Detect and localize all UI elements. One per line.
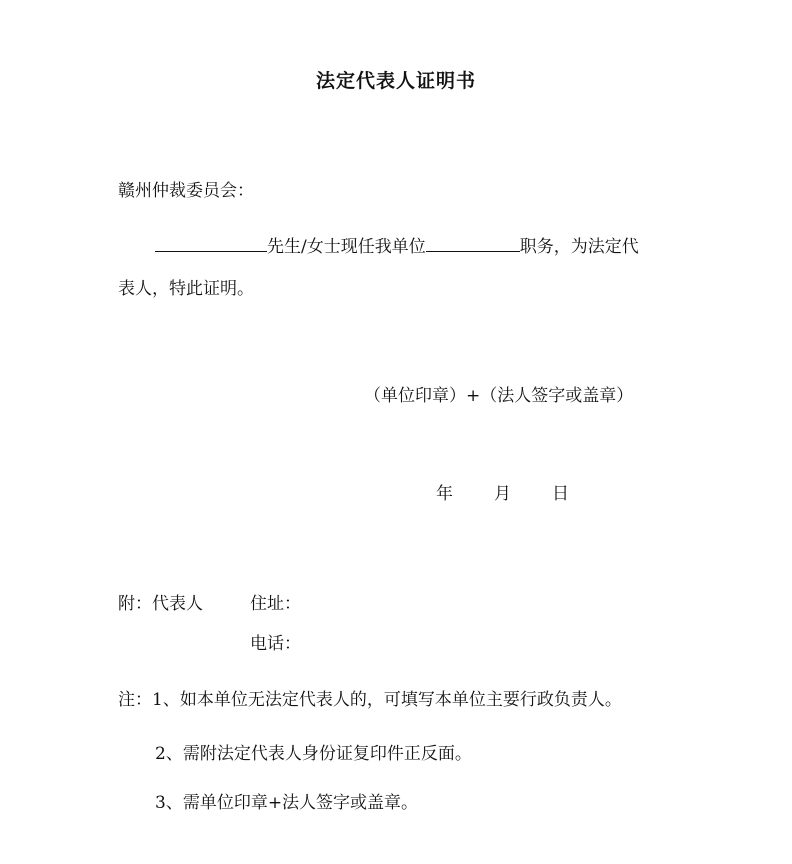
name-blank[interactable] <box>155 235 267 252</box>
address-label: 住址： <box>250 594 301 614</box>
body-line-1 <box>155 235 639 258</box>
body-part-2: 职务，为法定代 <box>519 237 639 257</box>
seal-line: （单位印章）+（法人签字或盖章） <box>364 386 634 406</box>
date-line <box>436 483 569 505</box>
document-title: 法定代表人证明书 <box>315 70 476 92</box>
note-3: 3、需单位印章+法人签字或盖章。 <box>155 793 419 813</box>
addressee: 赣州仲裁委员会： <box>118 181 254 201</box>
note-1: 注：1、如本单位无法定代表人的，可填写本单位主要行政负责人。 <box>118 690 622 710</box>
date-year: 年 <box>436 484 453 504</box>
note-2: 2、需附法定代表人身份证复印件正反面。 <box>155 744 472 764</box>
date-month: 月 <box>494 484 511 504</box>
attachment-label: 附：代表人 <box>118 594 203 614</box>
body-line-2: 表人，特此证明。 <box>118 279 254 299</box>
body-part-1: 先生/女士现任我单位 <box>267 237 426 257</box>
phone-label: 电话： <box>250 634 301 654</box>
position-blank[interactable] <box>426 235 520 252</box>
date-day: 日 <box>552 484 569 504</box>
